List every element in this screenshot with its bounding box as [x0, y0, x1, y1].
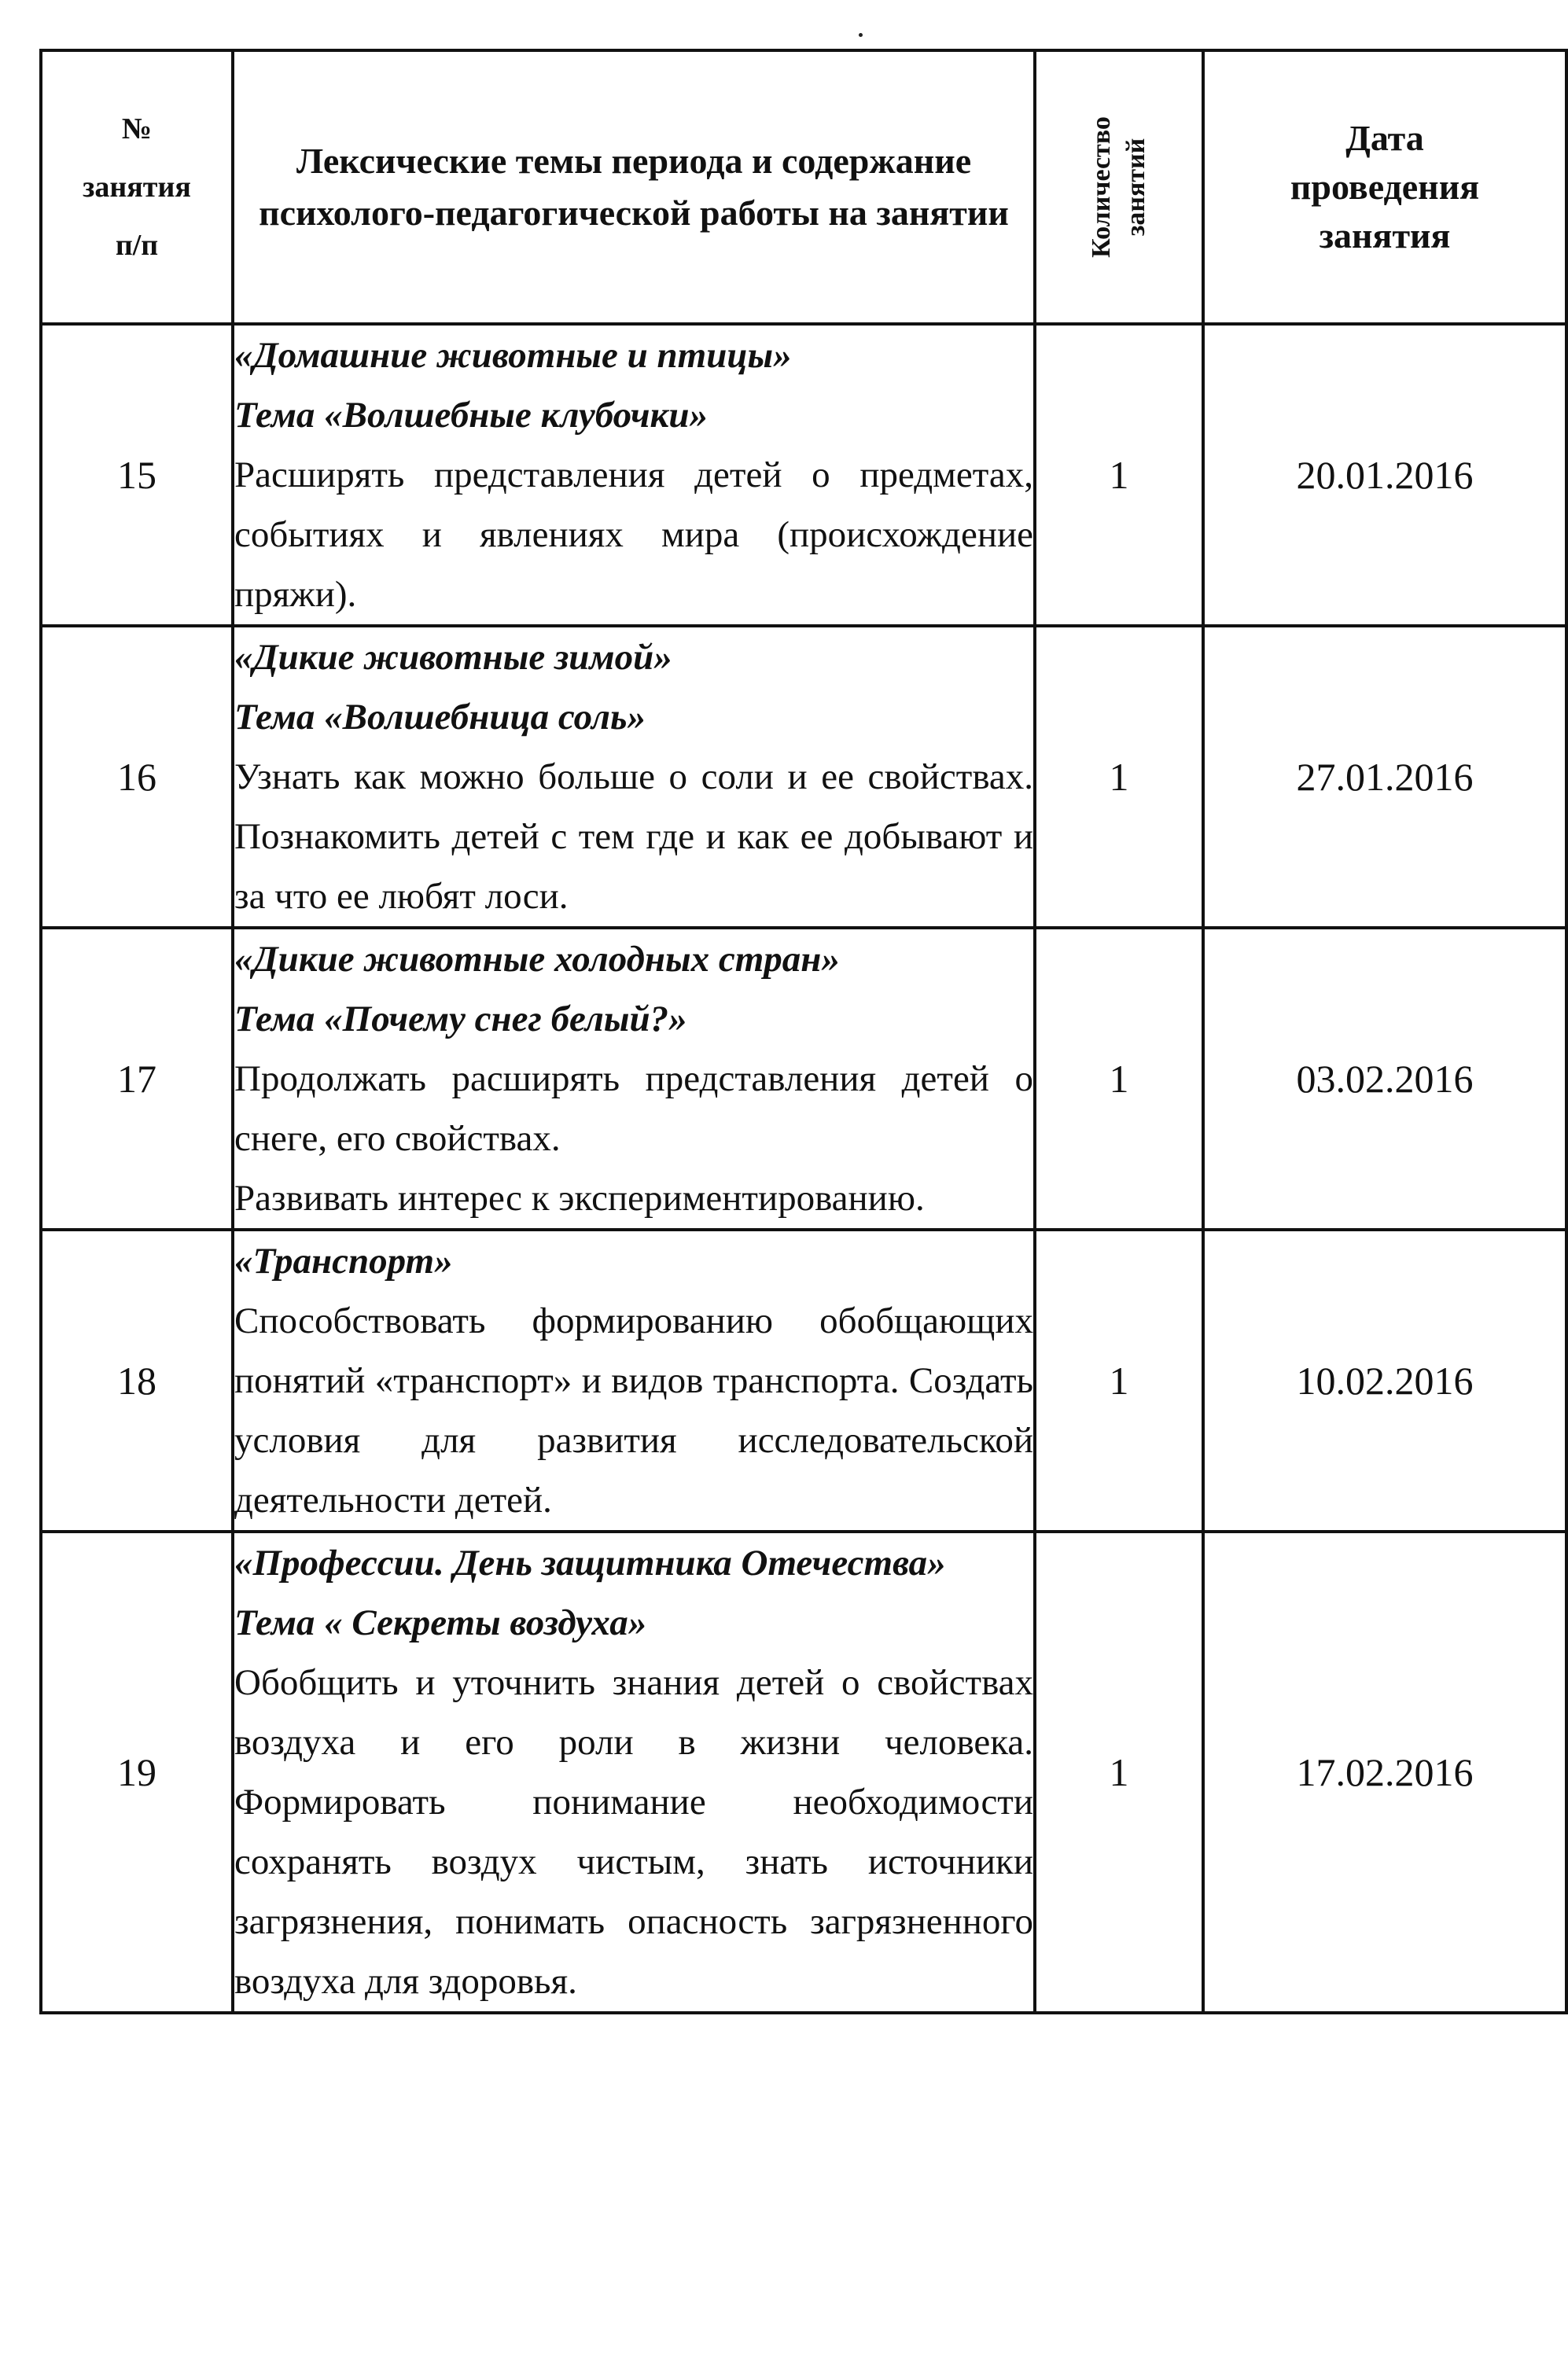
lesson-count: 1 — [1035, 928, 1203, 1230]
lesson-topic-cell — [233, 1532, 1035, 2013]
lesson-description: Узнать как можно больше о соли и ее свойствах. Познакомить детей с тем где и как ее добывают и за что ее любят лоси. — [234, 756, 1033, 917]
lesson-description: Расширять представления детей о предметах, событиях и явлениях мира (происхождение пряжи). — [234, 454, 1033, 615]
lexical-theme: «Транспорт» — [234, 1241, 453, 1282]
lesson-description: Развивать интерес к экспериментированию. — [234, 1178, 925, 1219]
header-count — [1035, 50, 1203, 324]
lesson-date: 20.01.2016 — [1203, 324, 1566, 626]
lesson-date: 03.02.2016 — [1203, 928, 1566, 1230]
table-row — [41, 1532, 1566, 2013]
scan-speck — [859, 33, 863, 37]
lesson-description: Способствовать формированию обобщающих понятий «транспорт» и видов транспорта. Создать условия для развития исследовательской деятельности детей. — [234, 1300, 1033, 1521]
lesson-date: 27.01.2016 — [1203, 626, 1566, 928]
table-row — [41, 626, 1566, 928]
header-count-line: Количество — [1087, 116, 1116, 258]
header-date-line: Дата — [1345, 118, 1424, 158]
header-topic — [233, 50, 1035, 324]
lesson-description: Обобщить и уточнить знания детей о свойствах воздуха и его роли в жизни человека. Формировать понимание необходимости сохранять воздух чистым, знать источники загрязнения, понимать опасность загрязненного воздуха для здоровья. — [234, 1662, 1033, 2002]
lesson-theme: Тема «Волшебница соль» — [234, 697, 646, 738]
lexical-theme: «Дикие животные зимой» — [234, 637, 672, 678]
lesson-theme: Тема «Волшебные клубочки» — [234, 395, 708, 436]
table-header-row — [41, 50, 1566, 324]
lesson-count: 1 — [1035, 626, 1203, 928]
header-count-line: занятий — [1121, 138, 1150, 237]
lesson-topic-cell — [233, 324, 1035, 626]
lesson-description: Продолжать расширять представления детей о снеге, его свойствах. — [234, 1058, 1033, 1159]
lesson-number: 19 — [41, 1532, 233, 2013]
table-row — [41, 1230, 1566, 1532]
header-date-line: занятия — [1319, 215, 1451, 256]
lesson-count: 1 — [1035, 1230, 1203, 1532]
lesson-number: 18 — [41, 1230, 233, 1532]
lesson-topic-cell — [233, 1230, 1035, 1532]
header-date-line: проведения — [1290, 167, 1480, 207]
header-number-line: п/п — [115, 229, 159, 262]
lesson-number: 17 — [41, 928, 233, 1230]
lesson-count: 1 — [1035, 1532, 1203, 2013]
lesson-theme: Тема « Секреты воздуха» — [234, 1602, 647, 1643]
lexical-theme: «Дикие животные холодных стран» — [234, 939, 840, 980]
lesson-theme: Тема «Почему снег белый?» — [234, 999, 687, 1039]
header-topic-text: Лексические темы периода и содержание психолого-педагогической работы на занятии — [259, 141, 1009, 233]
table-row — [41, 928, 1566, 1230]
lesson-date: 10.02.2016 — [1203, 1230, 1566, 1532]
lesson-count: 1 — [1035, 324, 1203, 626]
table-row — [41, 324, 1566, 626]
lesson-topic-cell — [233, 626, 1035, 928]
header-number-line: занятия — [83, 171, 191, 204]
header-lesson-number — [41, 50, 233, 324]
header-date — [1203, 50, 1566, 324]
lexical-theme: «Профессии. День защитника Отечества» — [234, 1543, 946, 1584]
lesson-number: 16 — [41, 626, 233, 928]
header-number-line: № — [121, 112, 153, 145]
lesson-plan-table — [39, 49, 1568, 2014]
lesson-topic-cell — [233, 928, 1035, 1230]
lesson-number: 15 — [41, 324, 233, 626]
lesson-date: 17.02.2016 — [1203, 1532, 1566, 2013]
lexical-theme: «Домашние животные и птицы» — [234, 335, 792, 376]
